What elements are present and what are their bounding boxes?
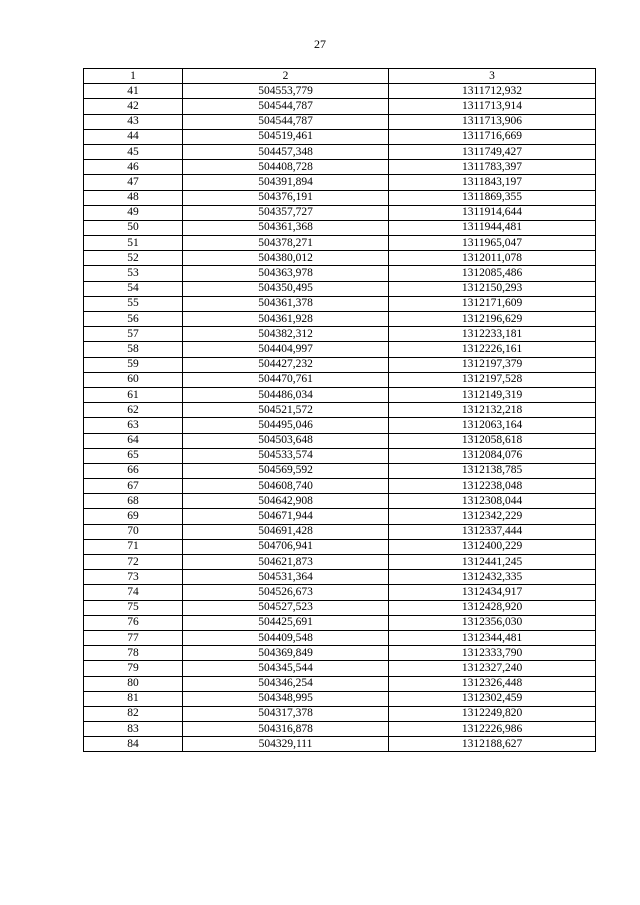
cell-y-coordinate: 1312342,229 — [389, 509, 596, 524]
cell-y-coordinate: 1311944,481 — [389, 220, 596, 235]
cell-point-number: 64 — [84, 433, 183, 448]
cell-point-number: 84 — [84, 737, 183, 752]
cell-y-coordinate: 1311965,047 — [389, 236, 596, 251]
cell-y-coordinate: 1312197,528 — [389, 372, 596, 387]
table-row — [84, 691, 596, 706]
cell-x-coordinate: 504382,312 — [183, 327, 389, 342]
cell-x-coordinate: 504691,428 — [183, 524, 389, 539]
cell-x-coordinate: 504526,673 — [183, 585, 389, 600]
cell-y-coordinate: 1311713,906 — [389, 114, 596, 129]
cell-point-number: 61 — [84, 387, 183, 402]
cell-point-number: 59 — [84, 357, 183, 372]
cell-y-coordinate: 1312196,629 — [389, 312, 596, 327]
cell-point-number: 79 — [84, 661, 183, 676]
table-row — [84, 585, 596, 600]
cell-y-coordinate: 1311914,644 — [389, 205, 596, 220]
cell-y-coordinate: 1312197,379 — [389, 357, 596, 372]
table-row — [84, 372, 596, 387]
column-header-x-coordinate: 2 — [183, 69, 389, 84]
cell-x-coordinate: 504533,574 — [183, 448, 389, 463]
cell-y-coordinate: 1311713,914 — [389, 99, 596, 114]
cell-y-coordinate: 1312337,444 — [389, 524, 596, 539]
cell-y-coordinate: 1311716,669 — [389, 129, 596, 144]
cell-point-number: 68 — [84, 494, 183, 509]
cell-y-coordinate: 1312441,245 — [389, 555, 596, 570]
table-row — [84, 236, 596, 251]
cell-point-number: 52 — [84, 251, 183, 266]
table-row — [84, 160, 596, 175]
cell-x-coordinate: 504350,495 — [183, 281, 389, 296]
table-row — [84, 630, 596, 645]
cell-y-coordinate: 1311843,197 — [389, 175, 596, 190]
cell-x-coordinate: 504486,034 — [183, 387, 389, 402]
cell-point-number: 51 — [84, 236, 183, 251]
table-body — [84, 84, 596, 752]
table-row — [84, 494, 596, 509]
cell-x-coordinate: 504408,728 — [183, 160, 389, 175]
cell-y-coordinate: 1311783,397 — [389, 160, 596, 175]
table-row — [84, 706, 596, 721]
cell-x-coordinate: 504495,046 — [183, 418, 389, 433]
cell-y-coordinate: 1312238,048 — [389, 479, 596, 494]
cell-y-coordinate: 1312063,164 — [389, 418, 596, 433]
table-row — [84, 722, 596, 737]
cell-point-number: 41 — [84, 84, 183, 99]
cell-x-coordinate: 504345,544 — [183, 661, 389, 676]
table-row — [84, 205, 596, 220]
cell-y-coordinate: 1312434,917 — [389, 585, 596, 600]
table-row — [84, 312, 596, 327]
cell-point-number: 47 — [84, 175, 183, 190]
cell-x-coordinate: 504361,368 — [183, 220, 389, 235]
table-row — [84, 646, 596, 661]
cell-x-coordinate: 504569,592 — [183, 463, 389, 478]
table-row — [84, 387, 596, 402]
cell-x-coordinate: 504369,849 — [183, 646, 389, 661]
cell-y-coordinate: 1312302,459 — [389, 691, 596, 706]
cell-y-coordinate: 1312428,920 — [389, 600, 596, 615]
cell-point-number: 53 — [84, 266, 183, 281]
cell-x-coordinate: 504531,364 — [183, 570, 389, 585]
cell-x-coordinate: 504621,873 — [183, 555, 389, 570]
cell-x-coordinate: 504361,928 — [183, 312, 389, 327]
cell-point-number: 69 — [84, 509, 183, 524]
cell-y-coordinate: 1312171,609 — [389, 296, 596, 311]
cell-x-coordinate: 504521,572 — [183, 403, 389, 418]
cell-x-coordinate: 504427,232 — [183, 357, 389, 372]
table-row — [84, 403, 596, 418]
cell-point-number: 44 — [84, 129, 183, 144]
table-row — [84, 327, 596, 342]
coordinates-table — [83, 68, 596, 752]
table-row — [84, 114, 596, 129]
cell-y-coordinate: 1312188,627 — [389, 737, 596, 752]
cell-point-number: 75 — [84, 600, 183, 615]
cell-x-coordinate: 504608,740 — [183, 479, 389, 494]
cell-x-coordinate: 504544,787 — [183, 114, 389, 129]
cell-y-coordinate: 1312085,486 — [389, 266, 596, 281]
cell-point-number: 71 — [84, 539, 183, 554]
cell-point-number: 63 — [84, 418, 183, 433]
cell-point-number: 46 — [84, 160, 183, 175]
cell-x-coordinate: 504378,271 — [183, 236, 389, 251]
cell-y-coordinate: 1312011,078 — [389, 251, 596, 266]
cell-x-coordinate: 504470,761 — [183, 372, 389, 387]
cell-point-number: 80 — [84, 676, 183, 691]
table-row — [84, 600, 596, 615]
cell-x-coordinate: 504346,254 — [183, 676, 389, 691]
cell-point-number: 55 — [84, 296, 183, 311]
cell-y-coordinate: 1312432,335 — [389, 570, 596, 585]
table-row — [84, 175, 596, 190]
table-row — [84, 539, 596, 554]
table-row — [84, 129, 596, 144]
cell-x-coordinate: 504317,378 — [183, 706, 389, 721]
cell-x-coordinate: 504503,648 — [183, 433, 389, 448]
cell-y-coordinate: 1312058,618 — [389, 433, 596, 448]
table-row — [84, 99, 596, 114]
cell-y-coordinate: 1312326,448 — [389, 676, 596, 691]
cell-y-coordinate: 1312344,481 — [389, 630, 596, 645]
cell-point-number: 45 — [84, 144, 183, 159]
column-header-y-coordinate: 3 — [389, 69, 596, 84]
cell-x-coordinate: 504404,997 — [183, 342, 389, 357]
table-row — [84, 342, 596, 357]
cell-y-coordinate: 1312226,986 — [389, 722, 596, 737]
cell-x-coordinate: 504544,787 — [183, 99, 389, 114]
cell-y-coordinate: 1312233,181 — [389, 327, 596, 342]
cell-point-number: 83 — [84, 722, 183, 737]
cell-x-coordinate: 504527,523 — [183, 600, 389, 615]
cell-x-coordinate: 504519,461 — [183, 129, 389, 144]
cell-x-coordinate: 504376,191 — [183, 190, 389, 205]
cell-point-number: 72 — [84, 555, 183, 570]
table-row — [84, 433, 596, 448]
cell-y-coordinate: 1311749,427 — [389, 144, 596, 159]
table-row — [84, 266, 596, 281]
cell-x-coordinate: 504348,995 — [183, 691, 389, 706]
cell-y-coordinate: 1311869,355 — [389, 190, 596, 205]
cell-point-number: 42 — [84, 99, 183, 114]
cell-point-number: 58 — [84, 342, 183, 357]
table-row — [84, 190, 596, 205]
cell-x-coordinate: 504361,378 — [183, 296, 389, 311]
table-row — [84, 661, 596, 676]
cell-y-coordinate: 1312149,319 — [389, 387, 596, 402]
cell-x-coordinate: 504363,978 — [183, 266, 389, 281]
table-row — [84, 418, 596, 433]
cell-point-number: 82 — [84, 706, 183, 721]
table-row — [84, 676, 596, 691]
cell-y-coordinate: 1312249,820 — [389, 706, 596, 721]
cell-point-number: 67 — [84, 479, 183, 494]
table-row — [84, 251, 596, 266]
cell-x-coordinate: 504409,548 — [183, 630, 389, 645]
cell-y-coordinate: 1312150,293 — [389, 281, 596, 296]
table-row — [84, 448, 596, 463]
cell-y-coordinate: 1312308,044 — [389, 494, 596, 509]
cell-y-coordinate: 1312226,161 — [389, 342, 596, 357]
cell-x-coordinate: 504316,878 — [183, 722, 389, 737]
table-row — [84, 296, 596, 311]
table-row — [84, 144, 596, 159]
cell-point-number: 49 — [84, 205, 183, 220]
page-number: 27 — [314, 37, 326, 51]
table-row — [84, 524, 596, 539]
table-row — [84, 509, 596, 524]
table-row — [84, 737, 596, 752]
table-row — [84, 220, 596, 235]
table-row — [84, 555, 596, 570]
cell-point-number: 66 — [84, 463, 183, 478]
cell-x-coordinate: 504391,894 — [183, 175, 389, 190]
cell-point-number: 56 — [84, 312, 183, 327]
cell-point-number: 78 — [84, 646, 183, 661]
table-row — [84, 479, 596, 494]
cell-x-coordinate: 504425,691 — [183, 615, 389, 630]
cell-point-number: 77 — [84, 630, 183, 645]
cell-point-number: 62 — [84, 403, 183, 418]
cell-point-number: 74 — [84, 585, 183, 600]
table-row — [84, 570, 596, 585]
cell-x-coordinate: 504642,908 — [183, 494, 389, 509]
column-header-point-number: 1 — [84, 69, 183, 84]
cell-x-coordinate: 504706,941 — [183, 539, 389, 554]
cell-point-number: 65 — [84, 448, 183, 463]
cell-x-coordinate: 504329,111 — [183, 737, 389, 752]
cell-y-coordinate: 1312084,076 — [389, 448, 596, 463]
cell-point-number: 70 — [84, 524, 183, 539]
cell-point-number: 60 — [84, 372, 183, 387]
cell-point-number: 43 — [84, 114, 183, 129]
cell-point-number: 73 — [84, 570, 183, 585]
table-row — [84, 281, 596, 296]
cell-point-number: 57 — [84, 327, 183, 342]
cell-y-coordinate: 1312327,240 — [389, 661, 596, 676]
cell-x-coordinate: 504671,944 — [183, 509, 389, 524]
cell-point-number: 50 — [84, 220, 183, 235]
cell-y-coordinate: 1311712,932 — [389, 84, 596, 99]
cell-y-coordinate: 1312400,229 — [389, 539, 596, 554]
cell-x-coordinate: 504553,779 — [183, 84, 389, 99]
table-row — [84, 357, 596, 372]
cell-y-coordinate: 1312138,785 — [389, 463, 596, 478]
cell-point-number: 48 — [84, 190, 183, 205]
cell-point-number: 81 — [84, 691, 183, 706]
cell-y-coordinate: 1312132,218 — [389, 403, 596, 418]
cell-x-coordinate: 504357,727 — [183, 205, 389, 220]
cell-point-number: 54 — [84, 281, 183, 296]
cell-y-coordinate: 1312356,030 — [389, 615, 596, 630]
table-row — [84, 463, 596, 478]
cell-x-coordinate: 504457,348 — [183, 144, 389, 159]
cell-x-coordinate: 504380,012 — [183, 251, 389, 266]
table-header-row — [84, 69, 596, 84]
table-row — [84, 84, 596, 99]
cell-point-number: 76 — [84, 615, 183, 630]
cell-y-coordinate: 1312333,790 — [389, 646, 596, 661]
table-row — [84, 615, 596, 630]
